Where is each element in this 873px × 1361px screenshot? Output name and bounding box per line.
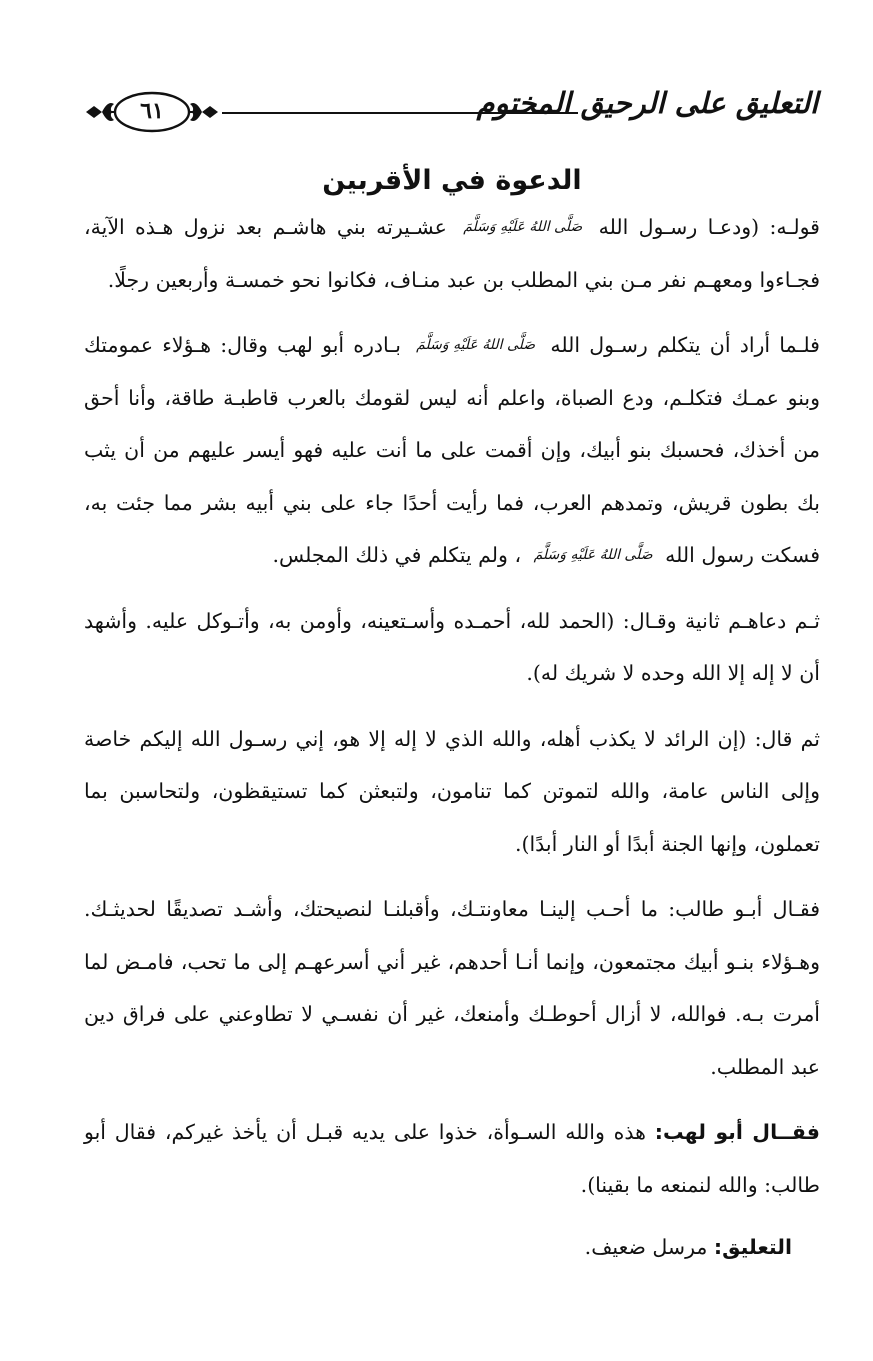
paragraph-2-text-c: ، ولم يتكلم في ذلك المجلس. bbox=[272, 543, 522, 567]
page-number: ٦١ bbox=[140, 98, 164, 124]
fleuron-left-icon bbox=[86, 103, 115, 121]
fleuron-right-icon bbox=[189, 103, 218, 121]
header-rule bbox=[222, 112, 578, 114]
paragraph-1-text-a: قولـه: (ودعـا رسـول الله bbox=[598, 215, 820, 239]
paragraph-6-text: هذه والله السـوأة، خذوا على يديه قبـل أن يأخذ غيركم، فقال أبو طالب: والله لنمنعه ما بقينا). bbox=[84, 1120, 820, 1197]
commentary-note bbox=[84, 1221, 820, 1274]
paragraph-6 bbox=[84, 1106, 820, 1211]
paragraph-2 bbox=[84, 319, 820, 582]
paragraph-5: فقـال أبـو طالب: ما أحـب إلينـا معاونتـك، وأقبلنـا لنصيحتك، وأشـد تصديقًا لحديثـك. وهـؤلاء بنـو أبيك مجتمعون، وإنما أنـا أحدهم، غير أني أسرعهـم إلى ما تحب، فامـض لما أمرت بـه. فوالله، لا أزال أحوطـك وأمنعك، غير أن نفسـي لا تطاوعني على فراق دين عبد المطلب. bbox=[84, 897, 820, 1079]
honorific-mark-3: صَلَّى اللهُ عَلَيْهِ وَسَلَّمَ bbox=[533, 547, 653, 563]
section-title: الدعوة في الأقربين bbox=[322, 165, 582, 196]
paragraph-2-text-a: فلـما أراد أن يتكلم رسـول الله bbox=[550, 333, 820, 357]
commentary-label: التعليق: bbox=[713, 1235, 792, 1259]
paragraph-3: ثـم دعاهـم ثانية وقـال: (الحمد لله، أحمـده وأسـتعينه، وأومن به، وأتـوكل عليه. وأشهد أن لا إله إلا الله وحده لا شريك له). bbox=[84, 608, 820, 685]
paragraph-1 bbox=[84, 201, 820, 306]
honorific-mark-1: صَلَّى اللهُ عَلَيْهِ وَسَلَّمَ bbox=[463, 219, 583, 235]
speaker-label: فقــال أبو لهب: bbox=[654, 1120, 820, 1144]
paragraph-1-text-b: عشـيرته بني هاشـم بعد نزول هـذه الآية، فجـاءوا ومعهـم نفر مـن بني المطلب بن عبد منـاف، فكانوا نحو خمسـة وأربعين رجلًا. bbox=[84, 215, 820, 292]
page-content bbox=[84, 165, 820, 1274]
honorific-mark-2: صَلَّى اللهُ عَلَيْهِ وَسَلَّمَ bbox=[416, 337, 536, 353]
page-header bbox=[82, 82, 818, 138]
book-title: التعليق على الرحيق المختوم bbox=[476, 86, 818, 120]
paragraph-4: ثم قال: (إن الرائد لا يكذب أهله، والله الذي لا إله إلا هو، إني رسـول الله إليكم خاصة وإلى الناس عامة، والله لتموتن كما تنامون، ولتبعثن كما تستيقظون، ولتحاسبن بما تعملون، وإنها الجنة أبدًا أو النار أبدًا). bbox=[84, 726, 820, 856]
commentary-text: مرسل ضعيف. bbox=[584, 1235, 714, 1259]
paragraph-2-text-b: بـادره أبو لهب وقال: هـؤلاء عمومتك وبنو عمـك فتكلـم، ودع الصباة، واعلم أنه ليس لقومك بالعرب قاطبـة طاقة، وأنا أحق من أخذك، فحسبك بنو أبيك، وإن أقمت على ما أنت عليه فهو أيسر عليهم من أن يثب بك بطون قريش، وتمدهم العرب، فما رأيت أحدًا جاء على بني أبيه بشر مما جئت به، فسكت رسول الله bbox=[84, 333, 820, 567]
